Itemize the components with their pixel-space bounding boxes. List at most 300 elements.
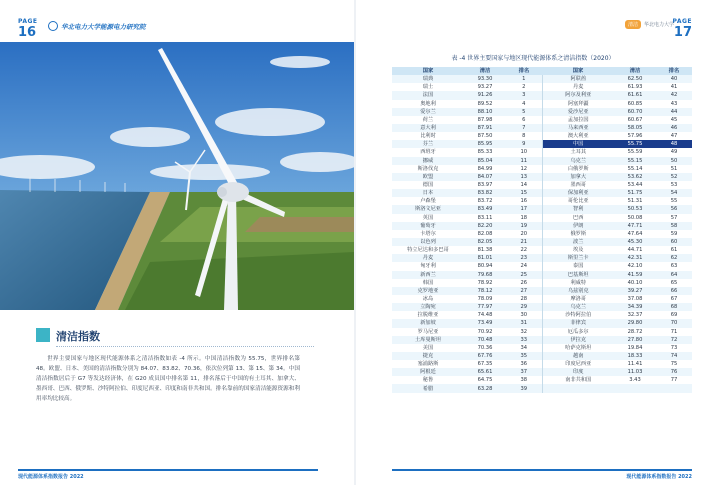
cell-country: 比利时 [392, 132, 464, 140]
cell-country: 乌兹别克 [542, 287, 614, 295]
cell-country: 加拿大 [542, 173, 614, 181]
cell-country: 澳大利亚 [542, 132, 614, 140]
table-row [392, 295, 692, 303]
cell-country: 罗马尼亚 [392, 328, 464, 336]
cell-clean: 85.04 [464, 157, 506, 165]
cell-country: 南非共和国 [542, 376, 614, 384]
cell-clean: 67.35 [464, 360, 506, 368]
cell-country: 爱沙尼亚 [542, 108, 614, 116]
cell-clean: 81.01 [464, 254, 506, 262]
cell-clean: 51.31 [614, 197, 656, 205]
table-row [392, 181, 692, 189]
footer-text: 现代能源体系指数报告 2022 [626, 474, 692, 480]
cell-rank: 3 [506, 91, 542, 99]
cell-rank: 37 [506, 368, 542, 376]
cell-country: 卡塔尔 [392, 230, 464, 238]
cell-rank: 33 [506, 336, 542, 344]
logo-text: 华北电力大学能源电力研究院 [61, 22, 146, 31]
cell-rank: 54 [656, 189, 692, 197]
cell-rank: 73 [656, 344, 692, 352]
cell-clean: 32.37 [614, 311, 656, 319]
cell-rank: 36 [506, 360, 542, 368]
cell-rank: 12 [506, 165, 542, 173]
cell-rank: 22 [506, 246, 542, 254]
cell-rank: 8 [506, 132, 542, 140]
table-row [392, 205, 692, 213]
cell-rank: 62 [656, 254, 692, 262]
section-heading: 清洁指数 [56, 330, 100, 343]
cell-country: 冰岛 [392, 295, 464, 303]
cell-clean: 65.61 [464, 368, 506, 376]
table-row [392, 287, 692, 295]
cell-clean: 40.10 [614, 279, 656, 287]
cell-clean: 60.70 [614, 108, 656, 116]
cell-clean: 41.59 [614, 271, 656, 279]
cell-country: 克罗地亚 [392, 287, 464, 295]
cell-country: 中国 [542, 140, 614, 148]
cell-country: 保加利亚 [542, 189, 614, 197]
cell-clean: 91.26 [464, 91, 506, 99]
cell-rank: 44 [656, 108, 692, 116]
heading-divider [56, 346, 314, 347]
cell-country: 阿塞拜疆 [542, 100, 614, 108]
table-row [392, 271, 692, 279]
table-row [392, 197, 692, 205]
header-country: 国家 [542, 67, 614, 75]
cell-country: 阿根廷 [392, 368, 464, 376]
cell-clean: 63.28 [464, 384, 506, 392]
cell-clean: 61.93 [614, 83, 656, 91]
cell-clean: 84.99 [464, 165, 506, 173]
cell-country: 瑞典 [392, 75, 464, 83]
cell-rank: 74 [656, 352, 692, 360]
cell-clean: 50.53 [614, 205, 656, 213]
cell-country: 捷克 [392, 352, 464, 360]
cell-country: 韩国 [392, 279, 464, 287]
header-rank: 排名 [506, 67, 542, 75]
cell-clean: 88.10 [464, 108, 506, 116]
cell-country: 马来西亚 [542, 124, 614, 132]
cell-rank: 7 [506, 124, 542, 132]
cell-rank: 38 [506, 376, 542, 384]
cell-clean: 19.84 [614, 344, 656, 352]
institution-logo [48, 21, 146, 31]
cell-clean: 64.75 [464, 376, 506, 384]
table-row [392, 303, 692, 311]
page-label: PAGE [18, 18, 38, 25]
table-row [392, 148, 692, 156]
cell-rank: 63 [656, 262, 692, 270]
cell-clean: 27.80 [614, 336, 656, 344]
cell-clean: 3.43 [614, 376, 656, 384]
left-page [0, 0, 354, 485]
cell-clean: 70.92 [464, 328, 506, 336]
cell-country: 埃及 [542, 246, 614, 254]
cell-country: 法国 [392, 91, 464, 99]
table-row [392, 238, 692, 246]
cell-clean: 79.68 [464, 271, 506, 279]
cell-country: 拉脱维亚 [392, 311, 464, 319]
cell-clean: 61.61 [614, 91, 656, 99]
cell-rank: 51 [656, 165, 692, 173]
cell-rank: 66 [656, 287, 692, 295]
cell-rank: 45 [656, 116, 692, 124]
table-row [392, 100, 692, 108]
cell-country: 瑞士 [392, 83, 464, 91]
cell-rank: 40 [656, 75, 692, 83]
cell-clean: 53.44 [614, 181, 656, 189]
cell-clean: 29.80 [614, 319, 656, 327]
cell-country: 希腊 [392, 384, 464, 392]
cell-rank: 58 [656, 222, 692, 230]
cell-clean: 78.12 [464, 287, 506, 295]
cell-country: 爱尔兰 [392, 108, 464, 116]
cell-clean: 34.39 [614, 303, 656, 311]
cell-rank: 11 [506, 157, 542, 165]
cell-country: 俄罗斯 [542, 230, 614, 238]
brand-badge: 清洁 [625, 20, 641, 29]
table-row [392, 279, 692, 287]
cell-country: 菲律宾 [542, 319, 614, 327]
cell-country: 荷兰 [392, 116, 464, 124]
page-label: PAGE [672, 18, 692, 25]
cell-country: 葡萄牙 [392, 222, 464, 230]
cell-clean: 47.64 [614, 230, 656, 238]
cell-rank: 61 [656, 246, 692, 254]
table-row [392, 319, 692, 327]
table-row [392, 140, 692, 148]
cell-rank: 56 [656, 205, 692, 213]
cell-country: 英国 [392, 214, 464, 222]
cell-country: 匈牙利 [392, 262, 464, 270]
cell-rank: 70 [656, 319, 692, 327]
table-row [392, 124, 692, 132]
cell-rank: 28 [506, 295, 542, 303]
cell-country: 秘鲁 [392, 376, 464, 384]
cell-clean: 78.09 [464, 295, 506, 303]
cell-clean: 77.97 [464, 303, 506, 311]
cell-country: 阿尔及利亚 [542, 91, 614, 99]
header-clean: 清洁 [614, 67, 656, 75]
cell-rank: 50 [656, 157, 692, 165]
cell-country: 丹麦 [392, 254, 464, 262]
cell-rank: 55 [656, 197, 692, 205]
cell-country: 美国 [392, 344, 464, 352]
cell-rank: 16 [506, 197, 542, 205]
cell-clean: 70.36 [464, 344, 506, 352]
cell-rank: 41 [656, 83, 692, 91]
cell-rank: 10 [506, 148, 542, 156]
cell-clean: 42.10 [614, 262, 656, 270]
cell-clean: 83.72 [464, 197, 506, 205]
table-row [392, 328, 692, 336]
table-row [392, 157, 692, 165]
cell-rank: 18 [506, 214, 542, 222]
cell-rank: 67 [656, 295, 692, 303]
cell-clean: 82.20 [464, 222, 506, 230]
cell-clean: 74.48 [464, 311, 506, 319]
cell-rank: 64 [656, 271, 692, 279]
brand-text: 华北电力大学 [643, 22, 674, 28]
cell-country: 西班牙 [392, 148, 464, 156]
cell-clean: 39.27 [614, 287, 656, 295]
table-row [392, 75, 692, 83]
cell-clean: 70.48 [464, 336, 506, 344]
cell-country: 意大利 [392, 124, 464, 132]
cell-clean: 50.08 [614, 214, 656, 222]
cell-country: 土库曼斯坦 [392, 336, 464, 344]
cell-country: 哈萨克斯坦 [542, 344, 614, 352]
cell-rank: 76 [656, 368, 692, 376]
page-number: 17 [673, 25, 692, 40]
cell-rank: 68 [656, 303, 692, 311]
cell-country: 厄瓜多尔 [542, 328, 614, 336]
cell-clean: 58.05 [614, 124, 656, 132]
cell-rank: 49 [656, 148, 692, 156]
cell-clean: 87.50 [464, 132, 506, 140]
cell-rank: 46 [656, 124, 692, 132]
cell-country: 乌克兰 [542, 303, 614, 311]
table-row [392, 262, 692, 270]
cell-country: 利威特 [542, 279, 614, 287]
cell-rank: 57 [656, 214, 692, 222]
cell-country: 印度 [542, 368, 614, 376]
cell-country: 斯洛文尼亚 [392, 205, 464, 213]
cell-country: 芬兰 [392, 140, 464, 148]
cell-rank: 6 [506, 116, 542, 124]
cell-country: 特立尼达和多巴哥 [392, 246, 464, 254]
cell-country: 德国 [392, 181, 464, 189]
cell-clean: 55.15 [614, 157, 656, 165]
cell-clean [614, 384, 656, 392]
cell-clean: 87.91 [464, 124, 506, 132]
cell-clean: 37.08 [614, 295, 656, 303]
cell-clean: 83.82 [464, 189, 506, 197]
clean-index-table [392, 67, 692, 393]
cell-rank: 25 [506, 271, 542, 279]
cell-clean: 89.52 [464, 100, 506, 108]
cell-rank: 59 [656, 230, 692, 238]
cell-rank: 2 [506, 83, 542, 91]
cell-country [542, 384, 614, 392]
cell-country: 哥伦比亚 [542, 197, 614, 205]
table-row [392, 368, 692, 376]
table-row [392, 108, 692, 116]
cell-clean: 57.96 [614, 132, 656, 140]
table-row [392, 132, 692, 140]
cell-rank: 35 [506, 352, 542, 360]
cell-country: 印度尼西亚 [542, 360, 614, 368]
table-row [392, 384, 692, 392]
table-row [392, 116, 692, 124]
cell-rank: 21 [506, 238, 542, 246]
wind-turbine-photo [0, 42, 354, 310]
cell-clean: 55.59 [614, 148, 656, 156]
cell-country: 欧盟 [392, 173, 464, 181]
cell-country: 以色列 [392, 238, 464, 246]
seal-icon [48, 21, 58, 31]
cell-rank: 32 [506, 328, 542, 336]
table-row [392, 254, 692, 262]
cell-country: 土耳其 [542, 148, 614, 156]
cell-clean: 73.49 [464, 319, 506, 327]
cell-rank: 29 [506, 303, 542, 311]
cell-clean: 55.75 [614, 140, 656, 148]
cell-rank: 17 [506, 205, 542, 213]
cell-rank: 47 [656, 132, 692, 140]
cell-clean: 28.72 [614, 328, 656, 336]
cell-country: 阿联酋 [542, 75, 614, 83]
cell-rank: 65 [656, 279, 692, 287]
brand-logo [625, 20, 674, 29]
cell-country: 立陶宛 [392, 303, 464, 311]
footer-rule [392, 469, 692, 471]
right-page [356, 0, 710, 485]
cell-rank: 27 [506, 287, 542, 295]
header-country: 国家 [392, 67, 464, 75]
footer-rule [18, 469, 318, 471]
body-paragraph: 世界主要国家与地区现代能源体系之清洁指数如表 -4 所示。中国清洁指数为 55.75，世界排名第 48。欧盟、日本、美国的清洁指数分别为 84.07、83.82、70.36，依次位列第 13、第 15、第 34。中国清洁指数居后于 G7 等发达经济体，在 G20 成员国中排名第 11，排名落后于中国的有土耳其、加拿大、墨西哥、巴西、俄罗斯、沙特阿拉伯、印度尼西亚、印度和南非共和国。排名靠前的国家清洁能源资源和利用率均比较高。 [36, 356, 300, 402]
cell-rank: 71 [656, 328, 692, 336]
table-row [392, 83, 692, 91]
cell-rank: 4 [506, 100, 542, 108]
cell-clean: 81.38 [464, 246, 506, 254]
cell-clean: 84.07 [464, 173, 506, 181]
table-row [392, 214, 692, 222]
cell-clean: 55.14 [614, 165, 656, 173]
cell-rank: 20 [506, 230, 542, 238]
cell-rank: 31 [506, 319, 542, 327]
cell-rank: 42 [656, 91, 692, 99]
cell-clean: 83.49 [464, 205, 506, 213]
cell-country: 新西兰 [392, 271, 464, 279]
cell-rank: 69 [656, 311, 692, 319]
cell-rank: 15 [506, 189, 542, 197]
cell-clean: 93.30 [464, 75, 506, 83]
table-row [392, 173, 692, 181]
cell-country: 巴西 [542, 214, 614, 222]
cell-clean: 60.67 [614, 116, 656, 124]
cell-clean: 51.75 [614, 189, 656, 197]
cell-country: 白俄罗斯 [542, 165, 614, 173]
table-row [392, 91, 692, 99]
cell-country: 奥地利 [392, 100, 464, 108]
table-row [392, 336, 692, 344]
cell-country: 斯里兰卡 [542, 254, 614, 262]
cell-country: 卢森堡 [392, 197, 464, 205]
cell-clean: 60.85 [614, 100, 656, 108]
table-header-row [392, 67, 692, 75]
cell-country: 墨西哥 [542, 181, 614, 189]
cell-rank: 53 [656, 181, 692, 189]
cell-rank: 24 [506, 262, 542, 270]
cell-clean: 85.33 [464, 148, 506, 156]
cell-country: 伊拉克 [542, 336, 614, 344]
cell-country: 沙特阿拉伯 [542, 311, 614, 319]
cell-country: 泰国 [542, 262, 614, 270]
cell-clean: 83.97 [464, 181, 506, 189]
table-row [392, 165, 692, 173]
cell-clean: 53.62 [614, 173, 656, 181]
cell-country: 丹麦 [542, 83, 614, 91]
cell-country: 挪威 [392, 157, 464, 165]
table-row [392, 246, 692, 254]
cell-clean: 62.50 [614, 75, 656, 83]
footer-text: 现代能源体系指数报告 2022 [18, 474, 84, 480]
cell-rank: 19 [506, 222, 542, 230]
table-row [392, 376, 692, 384]
cell-rank: 1 [506, 75, 542, 83]
header-rank: 排名 [656, 67, 692, 75]
cell-rank: 34 [506, 344, 542, 352]
header-clean: 清洁 [464, 67, 506, 75]
cell-clean: 93.27 [464, 83, 506, 91]
cell-country: 孟加拉国 [542, 116, 614, 124]
cell-country: 伊朗 [542, 222, 614, 230]
cell-rank: 13 [506, 173, 542, 181]
table-row [392, 352, 692, 360]
page-number: 16 [18, 25, 37, 40]
cell-clean: 87.98 [464, 116, 506, 124]
table-row [392, 344, 692, 352]
table-row [392, 189, 692, 197]
table-title: 表 -4 世界主要国家与地区现代能源体系之清洁指数（2020） [451, 55, 615, 62]
table-row [392, 360, 692, 368]
cell-rank: 26 [506, 279, 542, 287]
cell-rank: 14 [506, 181, 542, 189]
cell-rank: 72 [656, 336, 692, 344]
cell-rank: 43 [656, 100, 692, 108]
cell-rank: 5 [506, 108, 542, 116]
cell-country: 乌克兰 [542, 157, 614, 165]
cell-clean: 82.05 [464, 238, 506, 246]
cell-clean: 45.30 [614, 238, 656, 246]
cell-rank: 48 [656, 140, 692, 148]
cell-clean: 83.11 [464, 214, 506, 222]
cell-clean: 18.33 [614, 352, 656, 360]
cell-rank: 52 [656, 173, 692, 181]
cell-clean: 42.31 [614, 254, 656, 262]
cell-clean: 85.95 [464, 140, 506, 148]
cell-rank: 77 [656, 376, 692, 384]
cell-clean: 80.94 [464, 262, 506, 270]
cell-country: 波兰 [542, 238, 614, 246]
cell-rank: 9 [506, 140, 542, 148]
table-row [392, 230, 692, 238]
table-row [392, 311, 692, 319]
cell-clean: 11.03 [614, 368, 656, 376]
cell-rank: 30 [506, 311, 542, 319]
cell-country: 智利 [542, 205, 614, 213]
cell-rank: 60 [656, 238, 692, 246]
cell-clean: 44.71 [614, 246, 656, 254]
cell-clean: 47.71 [614, 222, 656, 230]
cell-country: 塞浦路斯 [392, 360, 464, 368]
cell-rank: 23 [506, 254, 542, 262]
cell-clean: 67.76 [464, 352, 506, 360]
cell-country: 越南 [542, 352, 614, 360]
heading-marker [36, 328, 50, 342]
table-row [392, 222, 692, 230]
cell-clean: 78.92 [464, 279, 506, 287]
cell-clean: 82.08 [464, 230, 506, 238]
cell-country: 日本 [392, 189, 464, 197]
cell-rank: 39 [506, 384, 542, 392]
cell-clean: 11.41 [614, 360, 656, 368]
cell-country: 摩洛哥 [542, 295, 614, 303]
cell-country: 巴基斯坦 [542, 271, 614, 279]
cell-country: 新加坡 [392, 319, 464, 327]
